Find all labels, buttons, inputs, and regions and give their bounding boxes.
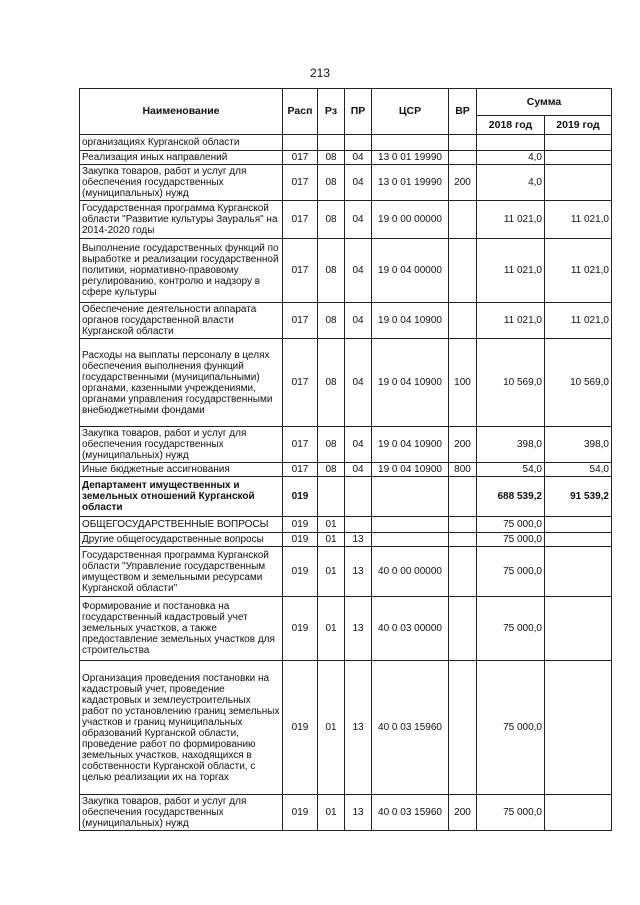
- cell-rz: 08: [318, 339, 345, 427]
- header-name: Наименование: [80, 89, 283, 135]
- cell-vr: [449, 661, 477, 795]
- cell-vr: [449, 239, 477, 303]
- cell-vr: [449, 151, 477, 165]
- cell-s2018: 688 539,2: [477, 477, 545, 517]
- cell-rz: 08: [318, 463, 345, 477]
- cell-vr: [449, 547, 477, 597]
- cell-name: Департамент имущественных и земельных отношений Курганской области: [80, 477, 283, 517]
- table-row: [80, 339, 612, 427]
- cell-s2018: [477, 135, 545, 151]
- cell-name: Выполнение государственных функций по выработке и реализации государственной политики, нормативно-правовому регулированию, контролю и надзору в сфере культуры: [80, 239, 283, 303]
- cell-rz: 08: [318, 165, 345, 201]
- cell-s2019: 11 021,0: [545, 239, 612, 303]
- budget-table: [79, 88, 612, 831]
- cell-pr: 13: [345, 597, 372, 661]
- cell-s2018: 11 021,0: [477, 201, 545, 239]
- cell-name: Государственная программа Курганской области "Управление государственным имуществом и земельными ресурсами Курганской области": [80, 547, 283, 597]
- cell-s2019: [545, 165, 612, 201]
- cell-s2019: [545, 151, 612, 165]
- cell-vr: [449, 303, 477, 339]
- table-row: [80, 463, 612, 477]
- cell-s2019: [545, 517, 612, 533]
- cell-csr: 19 0 00 00000: [372, 201, 449, 239]
- cell-name: Другие общегосударственные вопросы: [80, 533, 283, 547]
- cell-rz: 08: [318, 239, 345, 303]
- cell-s2018: 4,0: [477, 165, 545, 201]
- table-row: [80, 165, 612, 201]
- cell-s2018: 75 000,0: [477, 517, 545, 533]
- cell-s2018: 75 000,0: [477, 795, 545, 831]
- cell-s2019: 91 539,2: [545, 477, 612, 517]
- cell-pr: 04: [345, 201, 372, 239]
- cell-s2018: 75 000,0: [477, 661, 545, 795]
- cell-vr: [449, 135, 477, 151]
- cell-rz: 08: [318, 151, 345, 165]
- cell-name: Закупка товаров, работ и услуг для обеспечения государственных (муниципальных) нужд: [80, 795, 283, 831]
- cell-csr: 19 0 04 00000: [372, 239, 449, 303]
- cell-vr: [449, 517, 477, 533]
- cell-s2018: 75 000,0: [477, 533, 545, 547]
- header-2019: 2019 год: [545, 116, 612, 135]
- cell-vr: [449, 477, 477, 517]
- cell-csr: 19 0 04 10900: [372, 339, 449, 427]
- page-number: 213: [309, 66, 331, 80]
- cell-csr: [372, 477, 449, 517]
- cell-pr: [345, 135, 372, 151]
- cell-pr: 13: [345, 547, 372, 597]
- cell-name: Формирование и постановка на государственный кадастровый учет земельных участков, а также предоставление земельных участков для строительства: [80, 597, 283, 661]
- cell-name: Иные бюджетные ассигнования: [80, 463, 283, 477]
- cell-vr: [449, 201, 477, 239]
- cell-rz: 01: [318, 533, 345, 547]
- cell-name: Обеспечение деятельности аппарата органов государственной власти Курганской области: [80, 303, 283, 339]
- cell-rz: 08: [318, 201, 345, 239]
- cell-rz: 01: [318, 795, 345, 831]
- cell-pr: 04: [345, 339, 372, 427]
- cell-rz: 08: [318, 427, 345, 463]
- cell-s2018: 4,0: [477, 151, 545, 165]
- cell-name: Расходы на выплаты персоналу в целях обеспечения выполнения функций государственными (муниципальными) органами, казенными учреждениями, органами управления государственными внебюджетными фондами: [80, 339, 283, 427]
- cell-s2018: 75 000,0: [477, 547, 545, 597]
- cell-rz: 01: [318, 661, 345, 795]
- cell-rasp: 019: [283, 597, 318, 661]
- cell-vr: 200: [449, 795, 477, 831]
- header-csr: ЦСР: [372, 89, 449, 135]
- cell-s2018: 398,0: [477, 427, 545, 463]
- cell-name: Государственная программа Курганской области "Развитие культуры Зауралья" на 2014-2020 годы: [80, 201, 283, 239]
- cell-pr: 04: [345, 463, 372, 477]
- cell-rasp: 017: [283, 239, 318, 303]
- cell-rasp: 017: [283, 303, 318, 339]
- cell-csr: [372, 135, 449, 151]
- cell-s2019: [545, 795, 612, 831]
- table-row: [80, 135, 612, 151]
- cell-s2019: [545, 135, 612, 151]
- cell-rasp: 019: [283, 517, 318, 533]
- cell-pr: 13: [345, 795, 372, 831]
- table-row: [80, 151, 612, 165]
- cell-csr: 19 0 04 10900: [372, 303, 449, 339]
- header-pr: ПР: [345, 89, 372, 135]
- cell-rasp: 019: [283, 547, 318, 597]
- cell-rasp: 017: [283, 151, 318, 165]
- cell-s2019: [545, 533, 612, 547]
- cell-rz: [318, 135, 345, 151]
- cell-vr: [449, 597, 477, 661]
- table-row: [80, 597, 612, 661]
- cell-s2019: [545, 547, 612, 597]
- cell-pr: 04: [345, 151, 372, 165]
- cell-csr: 19 0 04 10900: [372, 427, 449, 463]
- cell-rasp: 019: [283, 533, 318, 547]
- cell-vr: 100: [449, 339, 477, 427]
- table-row: [80, 547, 612, 597]
- cell-vr: 200: [449, 165, 477, 201]
- table-row: [80, 201, 612, 239]
- cell-pr: 04: [345, 165, 372, 201]
- cell-pr: 13: [345, 661, 372, 795]
- cell-pr: 04: [345, 427, 372, 463]
- cell-csr: [372, 517, 449, 533]
- cell-s2019: 398,0: [545, 427, 612, 463]
- cell-csr: [372, 533, 449, 547]
- cell-pr: 13: [345, 533, 372, 547]
- cell-s2018: 10 569,0: [477, 339, 545, 427]
- cell-vr: [449, 533, 477, 547]
- header-2018: 2018 год: [477, 116, 545, 135]
- cell-s2019: [545, 661, 612, 795]
- cell-s2018: 54,0: [477, 463, 545, 477]
- cell-s2019: 10 569,0: [545, 339, 612, 427]
- header-rz: Рз: [318, 89, 345, 135]
- cell-rasp: 019: [283, 661, 318, 795]
- table-row: [80, 533, 612, 547]
- cell-name: Реализация иных направлений: [80, 151, 283, 165]
- cell-name: Закупка товаров, работ и услуг для обеспечения государственных (муниципальных) нужд: [80, 427, 283, 463]
- cell-s2019: 11 021,0: [545, 303, 612, 339]
- cell-s2018: 75 000,0: [477, 597, 545, 661]
- table-row: [80, 517, 612, 533]
- cell-s2018: 11 021,0: [477, 303, 545, 339]
- cell-name: Организация проведения постановки на кадастровый учет, проведение кадастровых и землеустроительных работ по установлению границ земельных участков и границ муниципальных образований Курганской области, проведение работ по формированию земельных участков, находящихся в собственности Курганской области, с целью реализации их на торгах: [80, 661, 283, 795]
- cell-rasp: 017: [283, 427, 318, 463]
- cell-s2019: 54,0: [545, 463, 612, 477]
- cell-rz: 01: [318, 597, 345, 661]
- cell-csr: 19 0 04 10900: [372, 463, 449, 477]
- cell-rasp: 017: [283, 339, 318, 427]
- cell-csr: 13 0 01 19990: [372, 151, 449, 165]
- table-row: [80, 477, 612, 517]
- cell-rasp: 017: [283, 201, 318, 239]
- cell-csr: 40 0 03 15960: [372, 795, 449, 831]
- cell-vr: 800: [449, 463, 477, 477]
- cell-rz: 01: [318, 517, 345, 533]
- cell-rz: 01: [318, 547, 345, 597]
- cell-pr: [345, 517, 372, 533]
- table-row: [80, 795, 612, 831]
- cell-pr: [345, 477, 372, 517]
- cell-rasp: 019: [283, 795, 318, 831]
- cell-pr: 04: [345, 239, 372, 303]
- cell-vr: 200: [449, 427, 477, 463]
- cell-name: организациях Курганской области: [80, 135, 283, 151]
- cell-s2019: [545, 597, 612, 661]
- table-row: [80, 239, 612, 303]
- table-row: [80, 661, 612, 795]
- cell-rasp: [283, 135, 318, 151]
- header-sum: Сумма: [477, 89, 612, 116]
- header-rasp: Расп: [283, 89, 318, 135]
- table-row: [80, 303, 612, 339]
- header-vr: ВР: [449, 89, 477, 135]
- cell-pr: 04: [345, 303, 372, 339]
- table-row: [80, 427, 612, 463]
- cell-rasp: 017: [283, 165, 318, 201]
- cell-name: ОБЩЕГОСУДАРСТВЕННЫЕ ВОПРОСЫ: [80, 517, 283, 533]
- cell-s2018: 11 021,0: [477, 239, 545, 303]
- cell-csr: 40 0 00 00000: [372, 547, 449, 597]
- cell-csr: 13 0 01 19990: [372, 165, 449, 201]
- cell-csr: 40 0 03 00000: [372, 597, 449, 661]
- cell-s2019: 11 021,0: [545, 201, 612, 239]
- cell-rasp: 019: [283, 477, 318, 517]
- cell-rz: [318, 477, 345, 517]
- cell-rasp: 017: [283, 463, 318, 477]
- cell-rz: 08: [318, 303, 345, 339]
- cell-name: Закупка товаров, работ и услуг для обеспечения государственных (муниципальных) нужд: [80, 165, 283, 201]
- cell-csr: 40 0 03 15960: [372, 661, 449, 795]
